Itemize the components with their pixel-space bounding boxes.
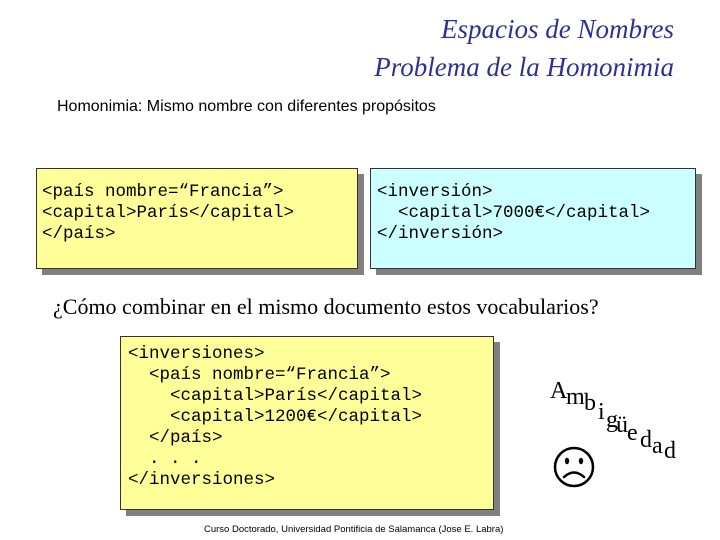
code-line: <inversión>: [377, 182, 493, 202]
ambiguity-letter: A: [550, 378, 568, 404]
code-line: <inversiones>: [128, 344, 265, 364]
ambiguity-letter: b: [584, 390, 596, 416]
code-line: <capital>1200€</capital>: [128, 407, 423, 427]
ambiguity-letter: d: [664, 438, 676, 464]
code-line: </país>: [128, 428, 223, 448]
code-line: <capital>París</capital>: [128, 386, 423, 406]
title-line-2: Problema de la Homonimia: [374, 52, 674, 82]
code-line: <capital>7000€</capital>: [377, 203, 651, 223]
footer: Curso Doctorado, Universidad Pontificia de Salamanca (Jose E. Labra): [204, 524, 504, 535]
code-line: </inversiones>: [128, 470, 276, 490]
title-line-1: Espacios de Nombres: [441, 14, 674, 44]
slide-title: [374, 10, 674, 86]
code-box-pais: [36, 168, 358, 269]
ambiguity-letter: m: [566, 384, 585, 410]
ambiguity-letter: a: [652, 433, 663, 459]
code-line: <capital>París</capital>: [42, 203, 295, 223]
ambiguity-letter: ü: [616, 412, 628, 438]
code-line: <país nombre=“Francia”>: [42, 182, 284, 202]
code-line: <país nombre=“Francia”>: [128, 365, 391, 385]
frown-face-icon: [553, 446, 595, 493]
code-line: </inversión>: [377, 224, 504, 244]
ambiguity-letter: g: [606, 407, 618, 433]
ambiguity-letter: d: [640, 427, 652, 453]
subtitle: Homonimia: Mismo nombre con diferentes propósitos: [57, 98, 436, 115]
ambiguity-letter: e: [627, 420, 638, 446]
code-line: . . .: [128, 449, 202, 469]
code-box-combined: [120, 336, 494, 510]
code-box-inversion: [370, 168, 696, 269]
question-text: ¿Cómo combinar en el mismo documento estos vocabularios?: [53, 294, 599, 319]
code-line: </país>: [42, 224, 116, 244]
ambiguity-letter: i: [598, 399, 605, 425]
